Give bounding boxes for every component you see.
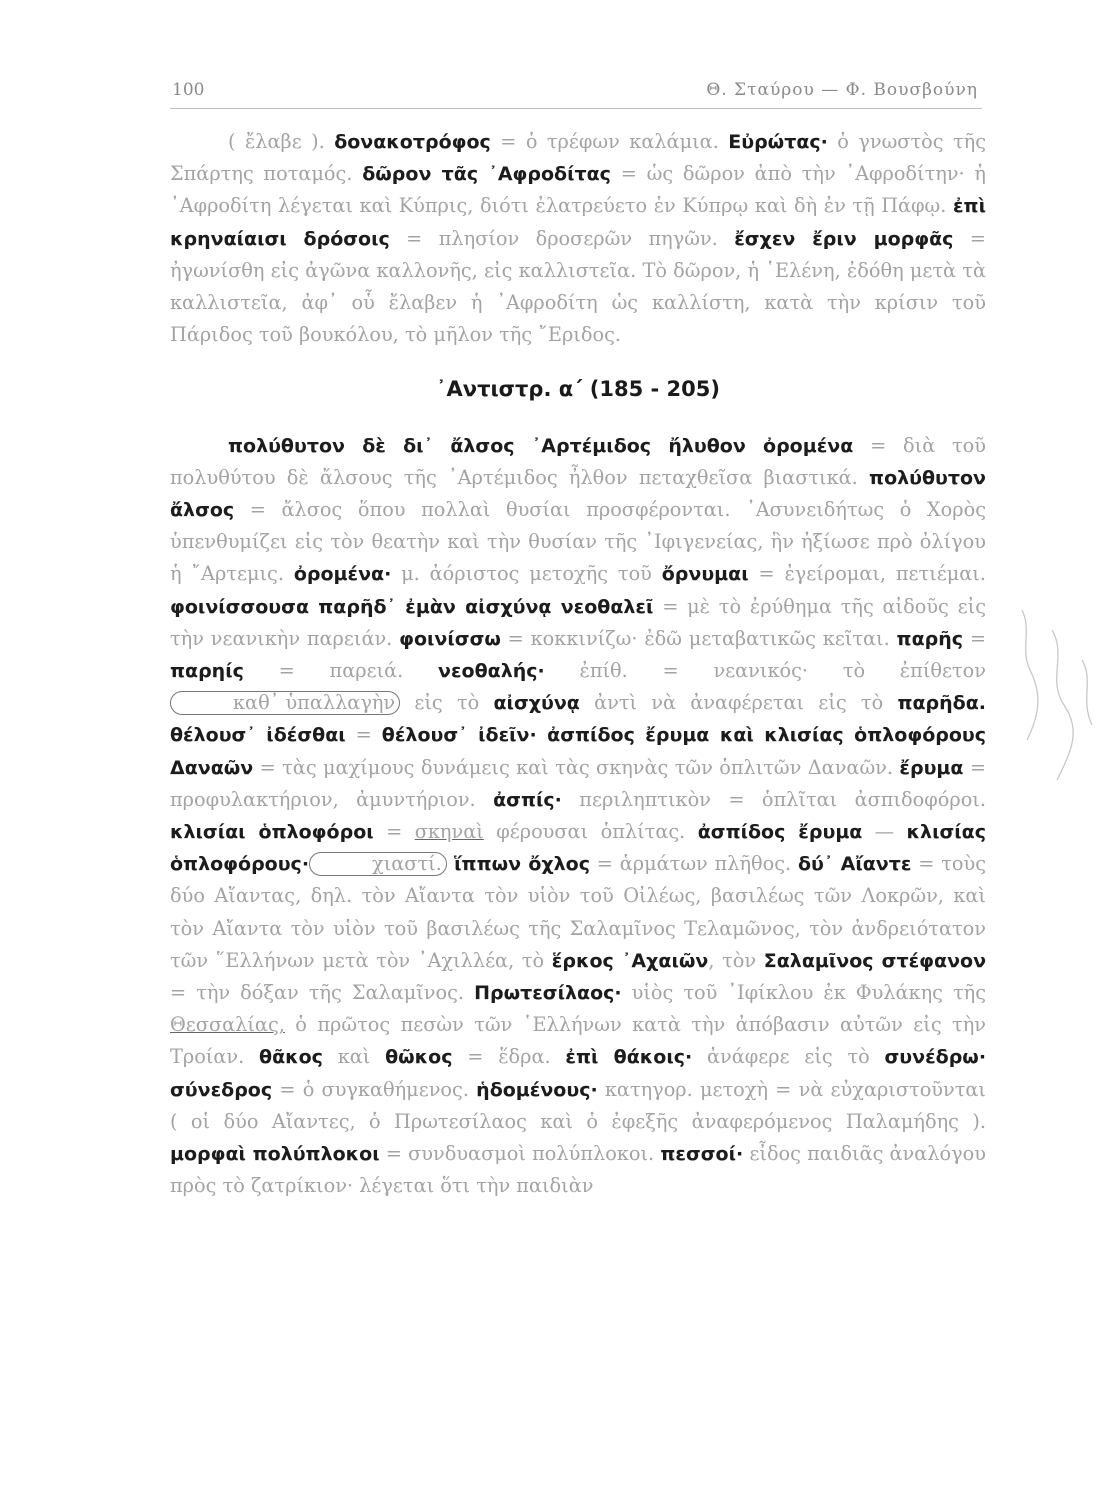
gloss-text: κατηγορ. μετοχὴ = νὰ εὐχαριστοῦνται ( οἱ δύο Αἴαντες, ὁ Πρωτεσίλαος καὶ ὁ ἐφεξῆς ἀναφερόμενος Παλαμήδης ). xyxy=(170,1077,986,1133)
gloss-text: = ὁ συγκαθήμενος. xyxy=(272,1077,477,1101)
gloss-text: = πλησίον δροσερῶν πηγῶν. xyxy=(389,226,735,250)
circled-text: χιαστί. xyxy=(309,852,447,876)
gloss-text: = προφυλακτήριον, ἀμυντήριον. xyxy=(170,755,986,811)
lemma: δύ᾿ Αἴαντε xyxy=(797,853,912,876)
lemma: αἰσχύνᾳ xyxy=(493,692,580,715)
gloss-text: = ἄλσος ὅπου πολλαὶ θυσίαι προσφέρονται. ᾿Ασυνειδήτως ὁ Χορὸς ὑπενθυμίζει εἰς τὸν θεατὴν καὶ τὴν θυσίαν τῆς ᾿Ιφιγενείας, ἣν ἠξίωσε πρὸ ὀλίγου ἡ ῎Αρτεμις. xyxy=(170,498,986,586)
lemma: κλισίαι ὁπλοφόροι xyxy=(170,821,374,844)
gloss-text: ὁ γνωστὸς τῆς Σπάρτης ποταμός. xyxy=(170,130,986,186)
gloss-text: εἶδος παιδιᾶς ἀναλόγου πρὸς τὸ ζατρίκιον· λέγεται ὅτι τὴν παιδιὰν xyxy=(170,1142,986,1198)
gloss-text: = xyxy=(373,820,415,844)
lemma: ἀσπίδος ἔρυμα xyxy=(697,821,863,844)
gloss-text: = συνδυασμοὶ πολύπλοκοι. xyxy=(379,1142,661,1166)
lemma: πεσσοί· xyxy=(660,1143,744,1166)
gloss-text: ἐπίθ. = νεανικός· τὸ ἐπίθετον xyxy=(544,659,986,683)
gloss-text: εἰς τὸ xyxy=(400,691,494,715)
lemma: κλισίας ὁπλοφόρους· xyxy=(170,821,986,876)
page-number: 100 xyxy=(172,80,205,100)
lemma: θέλουσ᾿ ἰδεῖν· ἀσπίδος ἔρυμα καὶ κλισίας ὁπλοφόρους Δαναῶν xyxy=(170,724,986,779)
margin-handwriting xyxy=(1012,600,1113,800)
gloss-text: — xyxy=(862,820,907,844)
gloss-text: μ. ἀόριστος μετοχῆς τοῦ xyxy=(391,562,662,586)
gloss-text: ἀντὶ νὰ ἀναφέρεται εἰς τὸ xyxy=(579,691,898,715)
lemma: μορφαὶ πολύπλοκοι xyxy=(170,1143,380,1166)
page-body xyxy=(170,126,986,1203)
page-header xyxy=(170,78,982,109)
gloss-text: = xyxy=(963,626,986,650)
gloss-text: ( ἔλαβε ). xyxy=(228,130,335,153)
lemma: πολύθυτον δὲ δι᾿ ἄλσος ᾿Αρτέμιδος ἤλυθον ὀρομένα xyxy=(228,434,854,457)
lemma: Εὐρώτας· xyxy=(728,131,828,153)
lemma: φοινίσσω xyxy=(399,627,501,650)
gloss-text: = ὁ τρέφων καλάμια. xyxy=(490,130,729,153)
lemma: ἔσχεν ἔριν μορφᾶς xyxy=(734,227,954,250)
circled-text: καθ᾿ ὑπαλλαγὴν xyxy=(170,691,400,715)
lemma: ὀρομένα· xyxy=(293,563,392,586)
lemma: ἔρυμα xyxy=(899,756,964,779)
lemma: πολύθυτον ἄλσος xyxy=(170,466,986,522)
gloss-text: καὶ xyxy=(322,1045,386,1069)
lemma: ὄρνυμαι xyxy=(661,563,749,586)
gloss-text: υἱὸς τοῦ ᾿Ιφίκλου ἐκ Φυλάκης τῆς xyxy=(621,981,986,1005)
section-heading: ᾿Αντιστρ. α΄ (185 - 205) xyxy=(436,377,720,402)
lemma: Σαλαμῖνος στέφανον xyxy=(763,949,987,972)
gloss-text: = τὴν δόξαν τῆς Σαλαμῖνος. xyxy=(170,981,475,1005)
lemma: ἐπὶ κρηναίαισι δρόσοις xyxy=(170,195,986,250)
gloss-text: = τὰς μαχίμους δυνάμεις καὶ τὰς σκηνὰς τῶν ὁπλιτῶν Δαναῶν. xyxy=(253,755,900,779)
gloss-text: = διὰ τοῦ πολυθύτου δὲ ἄλσους τῆς ᾿Αρτέμιδος ἦλθον πεταχθεῖσα βιαστικά. xyxy=(170,433,986,489)
gloss-text: = ἁρμάτων πλῆθος. xyxy=(589,852,798,876)
running-head-authors: Θ. Σταύρου — Φ. Βουσβούνη xyxy=(706,80,978,100)
gloss-text: = μὲ τὸ ἐρύθημα τῆς αἰδοῦς εἰς τὴν νεανικὴν παρειάν. xyxy=(170,594,986,650)
gloss-text: = ὡς δῶρον ἀπὸ τὴν ᾿Αφροδίτην· ἡ ᾿Αφροδίτη λέγεται καὶ Κύπρις, διότι ἐλατρεύετο ἐν Κύπρῳ καὶ δὴ ἐν τῇ Πάφῳ. xyxy=(170,162,986,218)
lemma: ἀσπίς· xyxy=(493,788,562,811)
lemma: ἕρκος ᾿Αχαιῶν xyxy=(551,949,709,972)
gloss-text: ἀνάφερε εἰς τὸ xyxy=(692,1045,885,1069)
lemma: δῶρον τᾶς ᾿Αφροδίτας xyxy=(362,163,611,186)
lemma: παρῆς xyxy=(896,627,964,650)
gloss-text: = κοκκινίζω· ἐδῶ μεταβατικῶς κεῖται. xyxy=(500,626,897,650)
lemma: ἐπὶ θάκοις· xyxy=(565,1046,693,1069)
lemma: φοινίσσουσα παρῆδ᾿ ἐμὰν αἰσχύνᾳ νεοθαλεῖ xyxy=(170,595,654,618)
gloss-text: = τοὺς δύο Αἴαντας, δηλ. τὸν Αἴαντα τὸν υἱὸν τοῦ Οἰλέως, βασιλέως τῶν Λοκρῶν, καὶ τὸν Αἴαντα τὸν υἱὸν τοῦ βασιλέως τῆς Σαλαμῖνος Τελαμῶνος, τὸν ἀνδρειότατον τῶν ῞Ελλήνων μετὰ τὸν ᾿Αχιλλέα, τὸ xyxy=(170,852,986,972)
lemma: συνέδρω· σύνεδρος xyxy=(170,1046,987,1101)
gloss-text: = ἐγείρομαι, πετιέμαι. xyxy=(748,562,987,586)
lemma: δονακοτρόφος xyxy=(334,131,491,153)
gloss-text: , τὸν xyxy=(708,948,764,972)
commentary-paragraph-1 xyxy=(170,126,986,351)
gloss-text: φέρουσαι ὁπλίτας. xyxy=(483,820,698,844)
gloss-text: = παρειά. xyxy=(243,659,439,683)
gloss-text: = ἕδρα. xyxy=(452,1045,566,1069)
gloss-text: ὁ πρῶτος πεσὼν τῶν ῾Ελλήνων κατὰ τὴν ἀπόβασιν αὐτῶν εἰς τὴν Τροίαν. xyxy=(170,1013,986,1069)
lemma: ἡδομένους· xyxy=(476,1078,598,1101)
lemma: θῶκος xyxy=(385,1046,453,1069)
lemma: παρηίς xyxy=(170,660,244,683)
lemma: νεοθαλής· xyxy=(438,660,545,683)
gloss-text: = xyxy=(345,723,382,747)
gloss-text: περιληπτικὸν = ὁπλῖται ἀσπιδοφόροι. xyxy=(561,787,986,811)
lemma: παρῆδα. θέλουσ᾿ ἰδέσθαι xyxy=(170,692,986,747)
underlined-text: Θεσσαλίας, xyxy=(170,1013,285,1037)
underlined-text: σκηναὶ xyxy=(414,820,484,844)
lemma: ἵππων ὄχλος xyxy=(446,853,590,876)
gloss-text: = ἠγωνίσθη εἰς ἀγῶνα καλλονῆς, εἰς καλλιστεῖα. Τὸ δῶρον, ἡ ῾Ελένη, ἐδόθη μετὰ τὰ καλλιστεῖα, ἀφ᾿ οὗ ἔλαβεν ἡ ᾿Αφροδίτη ὡς καλλίστη, κατὰ τὴν κρίσιν τοῦ Πάριδος τοῦ βουκόλου, τὸ μῆλον τῆς ῎Εριδος. xyxy=(170,226,986,347)
commentary-paragraph-2 xyxy=(170,430,986,1203)
lemma: Πρωτεσίλαος· xyxy=(474,982,622,1005)
lemma: θᾶκος xyxy=(259,1046,323,1069)
